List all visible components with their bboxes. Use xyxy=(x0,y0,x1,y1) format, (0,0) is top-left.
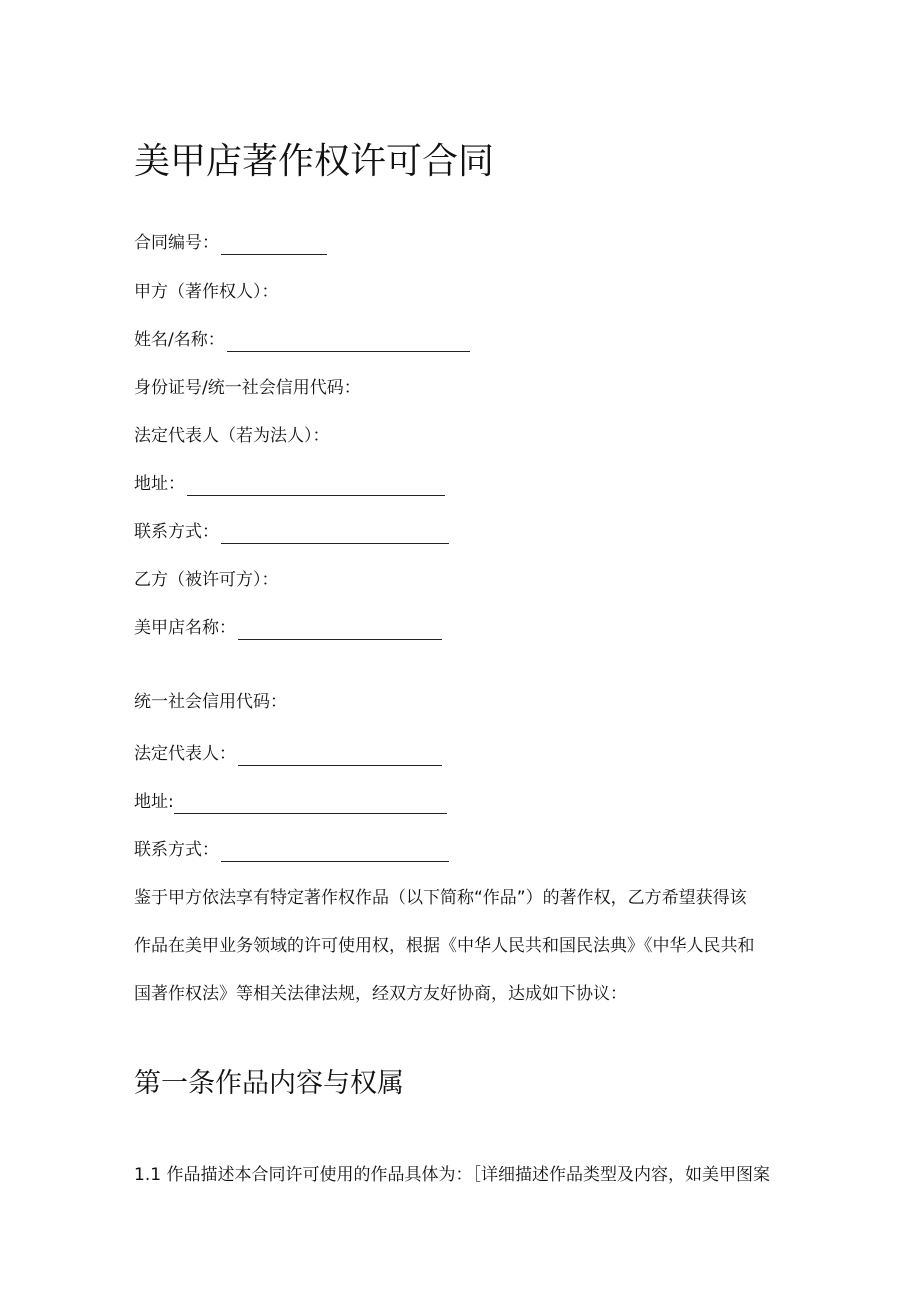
party-b-heading xyxy=(134,568,279,592)
section-1-heading: 第一条作品内容与权属 xyxy=(134,1068,404,1099)
party-a-id-field xyxy=(134,376,361,400)
party-b-shop-name-field xyxy=(134,616,442,640)
party-a-legal-rep-label: 法定代表人（若为法人）： xyxy=(134,426,330,446)
party-a-legal-rep-field xyxy=(134,424,330,448)
party-b-legal-rep-label: 法定代表人： xyxy=(134,744,236,764)
contract-title: 美甲店著作权许可合同 xyxy=(134,141,495,182)
party-b-shop-name-label: 美甲店名称： xyxy=(134,618,236,638)
party-b-shop-name-blank[interactable] xyxy=(238,621,442,640)
party-a-id-label: 身份证号/统一社会信用代码： xyxy=(134,378,361,398)
party-b-contact-field xyxy=(134,838,449,862)
party-a-address-field xyxy=(134,472,445,496)
party-b-address-blank[interactable] xyxy=(174,795,447,814)
preamble-line-3: 国著作权法》等相关法律法规，经双方友好协商，达成如下协议： xyxy=(134,984,627,1004)
party-a-contact-blank[interactable] xyxy=(221,525,449,544)
party-a-label: 甲方（著作权人）： xyxy=(134,282,279,302)
party-a-name-label: 姓名/名称： xyxy=(134,330,225,350)
party-a-contact-field xyxy=(134,520,449,544)
party-b-contact-blank[interactable] xyxy=(221,843,449,862)
contract-number-blank[interactable] xyxy=(221,236,327,255)
party-b-contact-label: 联系方式： xyxy=(134,840,219,860)
preamble-line-2: 作品在美甲业务领域的许可使用权，根据《中华人民共和国民法典》《中华人民共和 xyxy=(134,936,755,956)
party-a-address-label: 地址： xyxy=(134,474,185,494)
preamble-line-1: 鉴于甲方依法享有特定著作权作品（以下简称“作品”）的著作权，乙方希望获得该 xyxy=(134,888,747,908)
party-b-credit-code-field xyxy=(134,690,287,714)
party-b-address-field xyxy=(134,790,447,814)
contract-number-label: 合同编号： xyxy=(134,233,219,253)
party-b-credit-code-label: 统一社会信用代码： xyxy=(134,692,287,712)
party-a-heading xyxy=(134,280,279,304)
party-b-label: 乙方（被许可方）： xyxy=(134,570,279,590)
party-a-contact-label: 联系方式： xyxy=(134,522,219,542)
party-a-name-blank[interactable] xyxy=(227,333,470,352)
contract-number-field xyxy=(134,231,327,255)
party-a-name-field xyxy=(134,328,470,352)
party-b-address-label: 地址: xyxy=(134,792,174,812)
clause-1-1: 1.1 作品描述本合同许可使用的作品具体为：［详细描述作品类型及内容，如美甲图案 xyxy=(134,1165,770,1185)
party-a-address-blank[interactable] xyxy=(187,477,445,496)
party-b-legal-rep-blank[interactable] xyxy=(238,747,442,766)
party-b-legal-rep-field xyxy=(134,742,442,766)
